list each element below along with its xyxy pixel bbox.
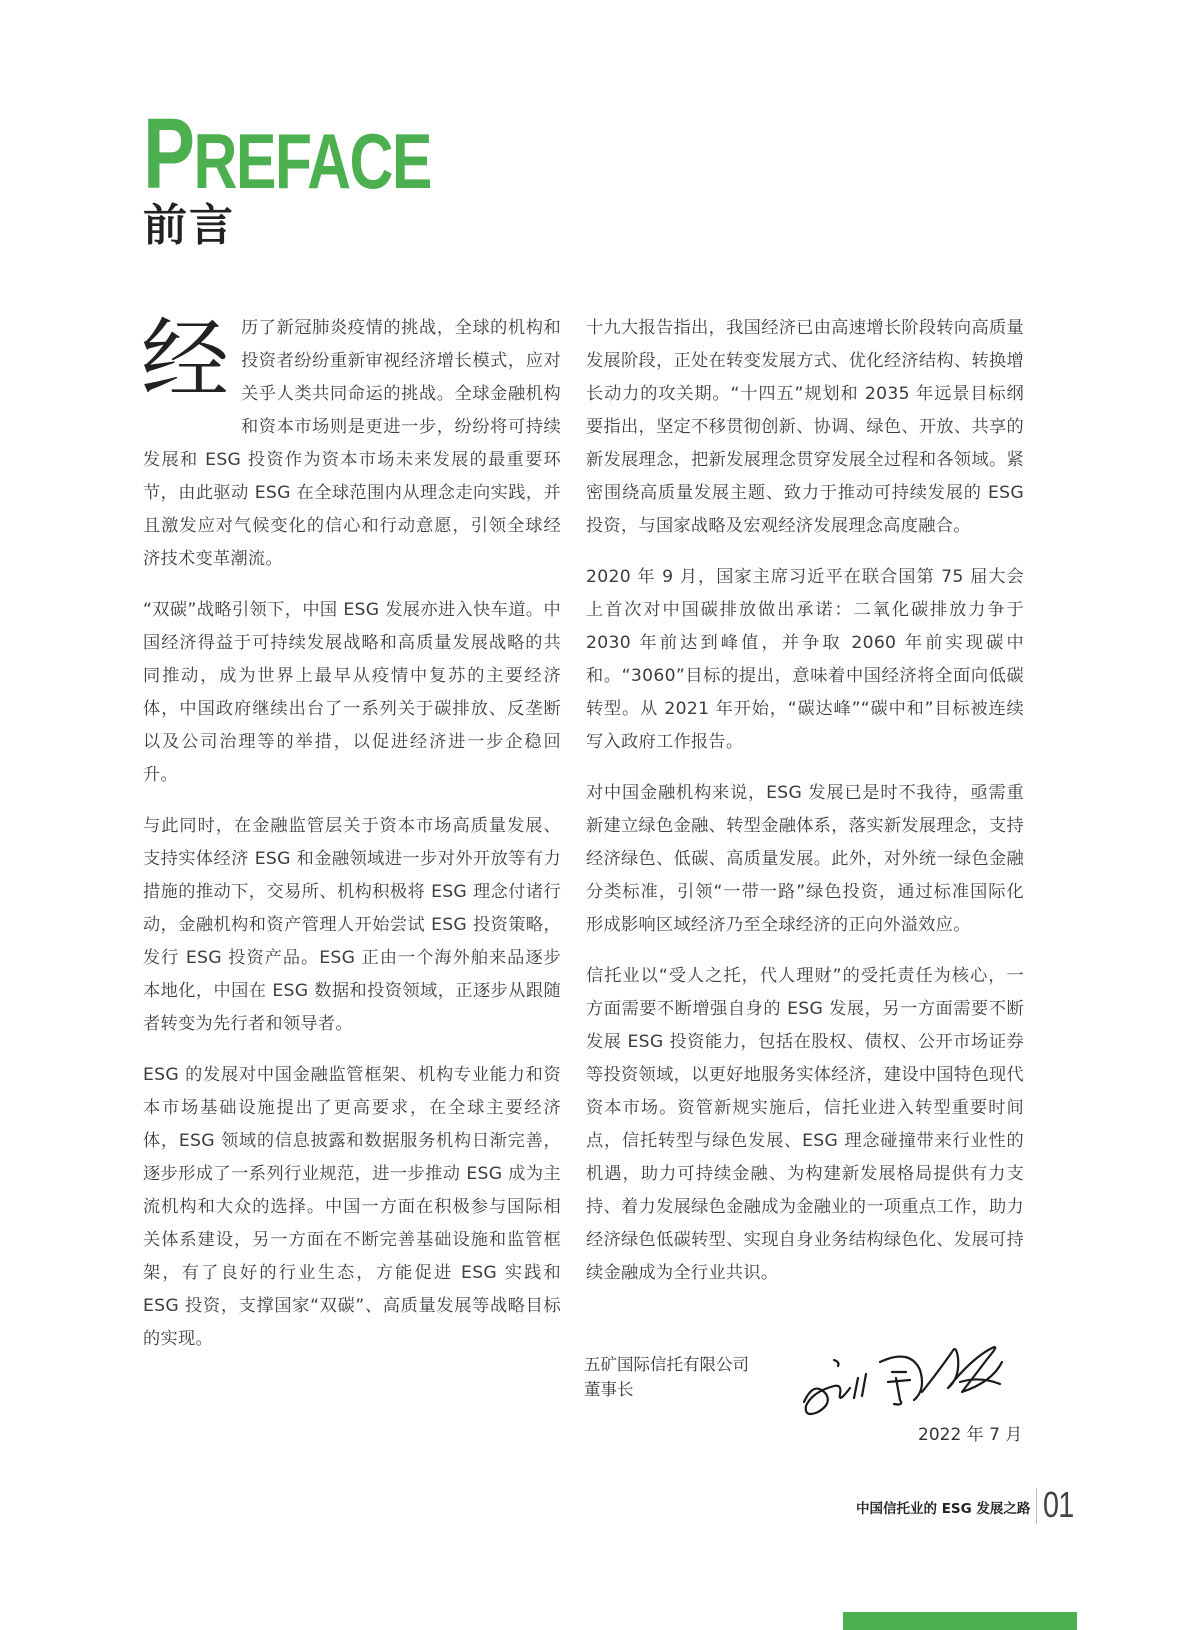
paragraph: ESG 的发展对中国金融监管框架、机构专业能力和资本市场基础设施提出了更高要求，在全球主要经济体，ESG 领域的信息披露和数据服务机构日渐完善，逐步形成了一系列行业规范，进一步推动 ESG 成为主流机构和大众的选择。中国一方面在积极参与国际相关体系建设，另一方面在不断完善基础设施和监管框架，有了良好的行业生态，方能促进 ESG 实践和 ESG 投资，支撑国家“双碳”、高质量发展等战略目标的实现。 bbox=[143, 1065, 561, 1349]
paragraph: “双碳”战略引领下，中国 ESG 发展亦进入快车道。中国经济得益于可持续发展战略和高质量发展战略的共同推动，成为世界上最早从疫情中复苏的主要经济体，中国政府继续出台了一系列关于碳排放、反垄断以及公司治理等的举措，以促进经济进一步企稳回升。 bbox=[143, 600, 561, 785]
handwritten-signature-icon bbox=[800, 1332, 1030, 1422]
signer-role: 董事长 bbox=[584, 1380, 634, 1399]
paragraph: 十九大报告指出，我国经济已由高速增长阶段转向高质量发展阶段，正处在转变发展方式、优化经济结构、转换增长动力的攻关期。“十四五”规划和 2035 年远景目标纲要指出，坚定不移贯彻创新、协调、绿色、开放、共享的新发展理念，把新发展理念贯穿发展全过程和各领域。紧密围绕高质量发展主题、致力于推动可持续发展的 ESG 投资，与国家战略及宏观经济发展理念高度融合。 bbox=[586, 318, 1024, 536]
drop-cap: 经 bbox=[141, 308, 230, 411]
publication-title: 中国信托业的 ESG 发展之路 bbox=[856, 1501, 1031, 1517]
paragraph: 对中国金融机构来说，ESG 发展已是时不我待，亟需重新建立绿色金融、转型金融体系，落实新发展理念，支持经济绿色、低碳、高质量发展。此外，对外统一绿色金融分类标准，引领“一带一路”绿色投资，通过标准国际化形成影响区域经济乃至全球经济的正向外溢效应。 bbox=[586, 783, 1024, 935]
page-number: 01 bbox=[1043, 1484, 1074, 1525]
footer-divider bbox=[1036, 1488, 1037, 1524]
left-column bbox=[141, 308, 561, 1374]
signature-block bbox=[584, 1352, 749, 1402]
title-english-cap: P bbox=[143, 98, 194, 210]
paragraph: 与此同时，在金融监管层关于资本市场高质量发展、支持实体经济 ESG 和金融领域进一步对外开放等有力措施的推动下，交易所、机构积极将 ESG 理念付诸行动，金融机构和资产管理人开始尝试 ESG 投资策略，发行 ESG 投资产品。ESG 正由一个海外舶来品逐步本地化，中国在 ESG 数据和投资领域，正逐步从跟随者转变为先行者和领导者。 bbox=[143, 816, 561, 1034]
paragraph: 信托业以“受人之托，代人理财”的受托责任为核心，一方面需要不断增强自身的 ESG 发展，另一方面需要不断发展 ESG 投资能力，包括在股权、债权、公开市场证券等投资领域，以更好地服务实体经济，建设中国特色现代资本市场。资管新规实施后，信托业进入转型重要时间点，信托转型与绿色发展、ESG 理念碰撞带来行业性的机遇，助力可持续金融、为构建新发展格局提供有力支持、着力发展绿色金融成为金融业的一项重点工作，助力经济绿色低碳转型、实现自身业务结构绿色化、发展可持续金融成为全行业共识。 bbox=[586, 966, 1024, 1283]
title-chinese: 前言 bbox=[143, 200, 235, 251]
title-english-rest: REFACE bbox=[193, 117, 431, 205]
paragraph: 2020 年 9 月，国家主席习近平在联合国第 75 届大会上首次对中国碳排放做出承诺：二氧化碳排放力争于 2030 年前达到峰值，并争取 2060 年前实现碳中和。“3060”目标的提出，意味着中国经济将全面向低碳转型。从 2021 年开始，“碳达峰”“碳中和”目标被连续写入政府工作报告。 bbox=[586, 567, 1024, 752]
paragraph: 经历了新冠肺炎疫情的挑战，全球的机构和投资者纷纷重新审视经济增长模式，应对关乎人类共同命运的挑战。全球金融机构和资本市场则是更进一步，纷纷将可持续发展和 ESG 投资作为资本市场未来发展的最重要环节，由此驱动 ESG 在全球范围内从理念走向实践，并且激发应对气候变化的信心和行动意愿，引领全球经济技术变革潮流。 bbox=[141, 308, 561, 569]
company-name: 五矿国际信托有限公司 bbox=[584, 1355, 749, 1374]
footer-accent-bar bbox=[843, 1612, 1077, 1630]
signature-date: 2022 年 7 月 bbox=[918, 1425, 1023, 1445]
right-column bbox=[586, 312, 1024, 1308]
title-english bbox=[143, 98, 431, 210]
